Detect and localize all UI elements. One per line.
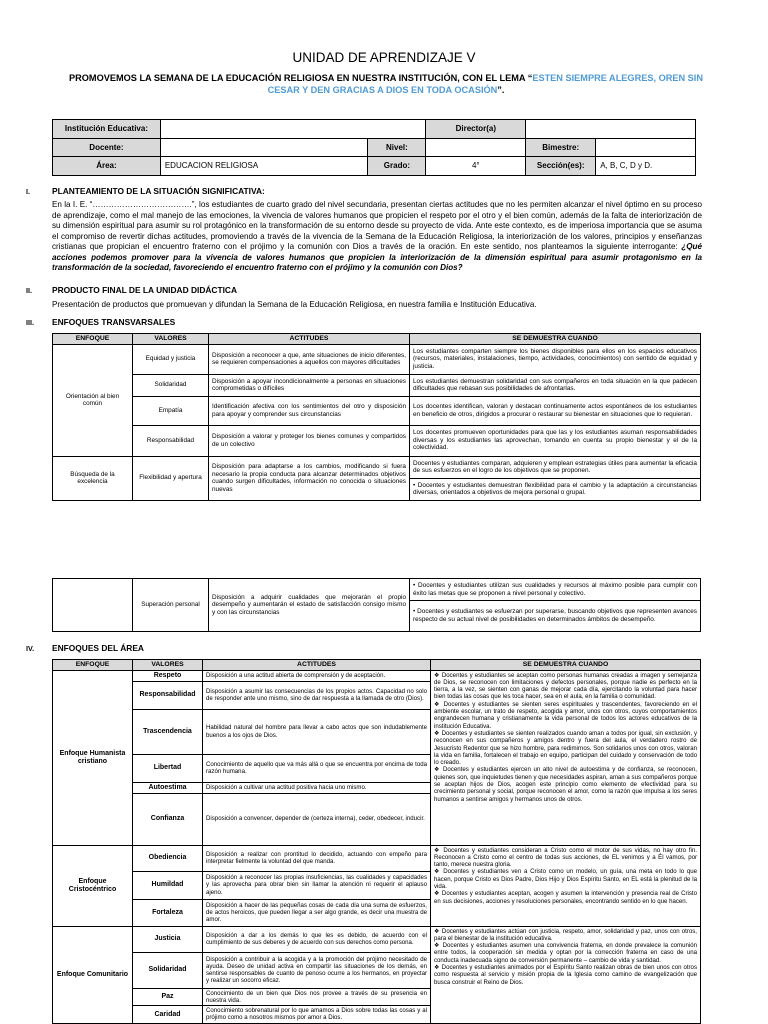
header-demuestra: SE DEMUESTRA CUANDO: [410, 334, 701, 345]
enfoques-transversales-table: [52, 333, 701, 501]
subtitle-main: PROMOVEMOS LA SEMANA DE LA EDUCACIÓN RELIGIOSA EN NUESTRA INSTITUCIÓN, CON EL LEMA “: [69, 73, 533, 83]
section-4-number: IV.: [26, 644, 35, 653]
enfoque-empty-cell: [53, 579, 133, 632]
section-4-heading: [26, 643, 144, 653]
situacion-paragraph: [52, 200, 702, 274]
demuestra-cell: Los docentes identifican, valoran y destacan continuamente actos espontáneos de los estudiantes en beneficio de otros, dirigidos a procurar o restaurar su bienestar en situaciones que lo requieran.: [410, 396, 701, 425]
section-4-title: ENFOQUES DEL ÁREA: [52, 643, 144, 653]
actitud-cell: Disposición a apoyar incondicionalmente a personas en situaciones comprometidas o difíciles: [209, 374, 410, 396]
seccion-value: A, B, C, D y D.: [596, 157, 696, 176]
nivel-label: Nivel:: [368, 138, 426, 157]
seccion-label: Sección(es):: [526, 157, 596, 176]
demuestra-cell: Docentes y estudiantes comparan, adquieren y emplean estrategias útiles para aumentar la eficacia de sus esfuerzos en el logro de los objetivos que se proponen.: [410, 456, 701, 478]
section-1-number: I.: [26, 187, 30, 196]
actitud-cell: Identificación afectiva con los sentimientos del otro y disposición para apoyar y comprender sus circunstancias: [209, 396, 410, 425]
enfoques-transversales-continuation: [52, 578, 701, 632]
header-enfoque: ENFOQUE: [53, 334, 133, 345]
producto-paragraph: Presentación de productos que promuevan y difundan la Semana de la Educación Religiosa, en nuestra familia e Institución Educativa.: [52, 300, 537, 309]
demuestra-cell: • Docentes y estudiantes demuestran flexibilidad para el cambio y la adaptación a circunstancias diversas, orientados a objetivos de mejora personal o grupal.: [410, 478, 701, 500]
grado-value: 4°: [426, 157, 526, 176]
enfoque-humanista: Enfoque Humanista cristiano: [53, 670, 133, 845]
situacion-question: ¿Qué acciones podemos promover para la vivencia de valores humanos que propicien la interiorización de la dimensión espiritual para asumir protagonismo en la transformación de la sociedad, favoreciendo el encuentro fraterno con el prójimo y la comunión con Dios?: [52, 242, 702, 272]
valor-cell: Responsabilidad: [133, 681, 203, 709]
institucion-value: [160, 120, 426, 139]
actitud-cell: Disposición a hacer de las pequeñas cosas de cada día una suma de esfuerzos, de actos heroicos, que pueden llegar a ser algo grande, es decir una muestra de amor.: [203, 899, 431, 926]
actitud-cell: Conocimiento de aquello que va más allá o que se encuentra por encima de toda razón humana.: [203, 754, 431, 782]
section-1-title: PLANTEAMIENTO DE LA SITUACIÓN SIGNIFICATIVA:: [52, 186, 265, 196]
actitud-cell: Disposición a cultivar una actitud positiva hacia uno mismo.: [203, 782, 431, 793]
valor-cell: Libertad: [133, 754, 203, 782]
subtitle-lema: ESTEN SIEMPRE ALEGRES, OREN SIN CESAR Y DEN GRACIAS A DIOS EN TODA OCASIÓN: [267, 73, 703, 95]
actitud-cell: Disposición a reconocer a que, ante situaciones de inicio diferentes, se requieren compensaciones a aquellos con mayores dificultades: [209, 344, 410, 374]
section-2-title: PRODUCTO FINAL DE LA UNIDAD DIDÁCTICA: [52, 285, 238, 295]
docente-value: [160, 138, 368, 157]
valor-cell: Empatía: [133, 396, 209, 425]
actitud-cell: Disposición a adquirir cualidades que mejorarán el propio desempeño y aumentarán el estado de satisfacción consigo mismo y con las circunstancias: [209, 579, 410, 632]
valor-cell: Respeto: [133, 670, 203, 681]
nivel-value: [426, 138, 526, 157]
enfoque-comunitario: Enfoque Comunitario: [53, 926, 133, 1023]
enfoque-excelencia: Búsqueda de la excelencia: [53, 456, 133, 500]
demuestra-cell: Los estudiantes demuestran solidaridad con sus compañeros en toda situación en la que padecen dificultades que rebasan sus posibilidades de afrontarlas.: [410, 374, 701, 396]
enfoques-area-table: [52, 659, 701, 1024]
demuestra-cell: Los estudiantes comparten siempre los bienes disponibles para ellos en los espacios educativos (recursos, materiales, instalaciones, tiempo, actividades, conocimientos) con sentido de equidad y justicia.: [410, 344, 701, 374]
section-2-number: II.: [26, 286, 32, 295]
demuestra-comunitario: ❖ Docentes y estudiantes actúan con justicia, respeto, amor, solidaridad y paz, unos con otros, para el bienestar de la institución educativa. ❖ Docentes y estudiantes asumen una convivencia fraterna, en donde prevalece la comunión entre todos, la cooperación sin medida y optan por la corrección fraterna en caso de una conducta inadecuada signo de conversión permanente – cambio de vida y santidad. ❖ Docentes y estudiantes animados por el Espíritu Santo realizan obras de bien unos con otros como respuesta al servicio y misión propia de la Iglesia como camino de evangelización que busca construir el Reino de Dios.: [431, 926, 701, 1023]
demuestra-cell: • Docentes y estudiantes utilizan sus cualidades y recursos al máximo posible para cumplir con éxito las metas que se proponen a nivel personal y colectivo.: [410, 579, 701, 601]
valor-cell: Caridad: [133, 1006, 203, 1024]
valor-cell: Trascendencia: [133, 709, 203, 754]
valor-cell: Humildad: [133, 871, 203, 899]
actitud-cell: Disposición para adaptarse a los cambios, modificando si fuera necesario la propia conducta para alcanzar determinados objetivos cuando surgen dificultades, información no conocida o situaciones nuevas: [209, 456, 410, 500]
actitud-cell: Conocimiento de un bien que Dios nos provee a través de su presencia en nuestra vida.: [203, 988, 431, 1006]
actitud-cell: Disposición a dar a los demás lo que les es debido, de acuerdo con el cumplimiento de sus deberes y de acuerdo con sus derechos como persona.: [203, 926, 431, 952]
valor-cell: Solidaridad: [133, 374, 209, 396]
header-actitudes: ACTITUDES: [203, 660, 431, 671]
section-3-heading: [26, 317, 175, 327]
situacion-text: En la I. E. “……………………………….”, los estudiantes de cuarto grado del nivel secundaria, presentan ciertas actitudes que no les permiten alcanzar el nivel óptimo en su proceso de aprendizaje, como el mal manejo de las emociones, la vivencia de valores humanos que propicien el respeto por el otro y el bien común, además de la falta de interiorización de su dimensión espiritual para asumir su rol protagónico en la transformación de su entorno desde su proyecto de vida. Ante este contexto, es de imperiosa importancia que se asuma el compromiso de revertir dichas actitudes, promoviendo a través de la vivencia de la Semana de la Educación Religiosa, la interiorización de los valores, principios y enseñanzas cristianas que propician el encuentro fraterno con el prójimo y la comunión con Dios a través de la oración. En este sentido, nos planteamos la siguiente interrogante:: [52, 200, 702, 251]
actitud-cell: Conocimiento sobrenatural por lo que amamos a Dios sobre todas las cosas y al prójimo como a nosotros mismos por amor a Dios.: [203, 1006, 431, 1024]
valor-cell: Confianza: [133, 793, 203, 845]
enfoque-bien-comun: Orientación al bien común: [53, 344, 133, 456]
valor-cell: Equidad y justicia: [133, 344, 209, 374]
info-table: [52, 119, 696, 176]
actitud-cell: Habilidad natural del hombre para llevar a cabo actos que son indudablemente buenos a los ojos de Dios.: [203, 709, 431, 754]
actitud-cell: Disposición a contribuir a la acogida y a la promoción del prójimo necesitado de ayuda. Deseo de unidad activa en compartir las situaciones de los demás, en sentirse responsables de cuanto de penoso ocurre a los hermanos, en proyectar y realizar un socorro eficaz.: [203, 952, 431, 988]
grado-label: Grado:: [368, 157, 426, 176]
valor-cell: Obediencia: [133, 845, 203, 871]
demuestra-cristocentrico: ❖ Docentes y estudiantes consideran a Cristo como el motor de sus vidas, no hay otro fin. Reconocen a Cristo como el centro de todas sus acciones, de EL venimos y a Él vamos, por tanto, merece nuestra gloria. ❖ Docentes y estudiantes ven a Cristo como un modelo, un guía, una meta en todo lo que hacen, porque Cristo es Dios Padre, Dios Hijo y Dios Espíritu Santo, en EL está la plenitud de la vida. ❖ Docentes y estudiantes aceptan, acogen y asumen la intervención y presencia real de Cristo en sus decisiones, acciones y resoluciones personales, encontrando sentido en lo que hacen.: [431, 845, 701, 926]
header-enfoque: ENFOQUE: [53, 660, 133, 671]
valor-cell: Flexibilidad y apertura: [133, 456, 209, 500]
bimestre-value: [596, 138, 696, 157]
enfoque-cristocentrico: Enfoque Cristocéntrico: [53, 845, 133, 926]
actitud-cell: Disposición a valorar y proteger los bienes comunes y compartidos de un colectivo: [209, 425, 410, 456]
section-2-heading: [26, 285, 237, 295]
demuestra-cell: • Docentes y estudiantes se esfuerzan por superarse, buscando objetivos que representen avances respecto de su actual nivel de posibilidades en determinados ámbitos de desempeño.: [410, 601, 701, 632]
valor-cell: Superación personal: [133, 579, 209, 632]
section-3-number: III.: [26, 318, 34, 327]
actitud-cell: Disposición a reconocer las propias insuficiencias, las cualidades y capacidades y las aprovecha para obrar bien sin llamar la atención ni requerir el aplauso ajeno.: [203, 871, 431, 899]
actitud-cell: Disposición a convencer, depender de (certeza interna), ceder, obedecer, inducir.: [203, 793, 431, 845]
header-demuestra: SE DEMUESTRA CUANDO: [431, 660, 701, 671]
page-title: UNIDAD DE APRENDIZAJE V: [292, 50, 476, 65]
actitud-cell: Disposición a una actitud abierta de comprensión y de aceptación.: [203, 670, 431, 681]
header-valores: VALORES: [133, 334, 209, 345]
valor-cell: Solidaridad: [133, 952, 203, 988]
section-1-heading: [26, 186, 265, 196]
bimestre-label: Bimestre:: [526, 138, 596, 157]
director-label: Director(a): [426, 120, 526, 139]
area-label: Área:: [53, 157, 161, 176]
demuestra-humanista: ❖ Docentes y estudiantes se aceptan como personas humanas creadas a imagen y semejanza de Dios, se reconocen con limitaciones y defectos personales, porque nadie es perfecto en la tierra, a la vez, se sienten con ganas de mejorar cada día, ejercitando la voluntad para hacer bien todas las cosas que les toca hacer, sea en el aula, en la familia o comunidad. ❖ Docentes y estudiantes se sienten seres espirituales y trascendentes, favoreciendo en el ambiente escolar, un trato de respeto, acogida y amor, unos con otros, cuyos comportamientos engrandecen humana y cristianamente la vida personal de todos los actores educativos de la institución Educativa. ❖ Docentes y estudiantes se sienten realizados cuando aman a todos por igual, sin exclusión, y reconocen en sus compañeros y amigos dentro y fuera del aula, el verdadero rostro de Jesucristo Redentor que se hizo hombre, para redimirnos. Son solidarios unos con otros, valoran la vida en familia, fortalecen el trabajo en equipo, participan del cuidado y conservación de todo lo creado. ❖ Docentes y estudiantes ejercen un alto nivel de autoestima y de confianza, se reconocen, quienes son, que inquietudes tienen y que necesidades aspiran, aman a sus compañeros porque se aceptan hijos de Dios, acogen este principio como elemento de efectividad para su crecimiento personal y social, porque reconocen el amor, como la razón que impulsa a los seres humanos a sentirse amigos y hermanos unos de otros.: [431, 670, 701, 845]
docente-label: Docente:: [53, 138, 161, 157]
page-subtitle: [66, 72, 706, 96]
header-actitudes: ACTITUDES: [209, 334, 410, 345]
demuestra-cell: Los docentes promueven oportunidades para que las y los estudiantes asuman responsabilidades diversas y los estudiantes las aprovechan, tomando en cuenta su propio bienestar y el de la colectividad.: [410, 425, 701, 456]
header-valores: VALORES: [133, 660, 203, 671]
valor-cell: Autoestima: [133, 782, 203, 793]
institucion-label: Institución Educativa:: [53, 120, 161, 139]
valor-cell: Fortaleza: [133, 899, 203, 926]
area-value: EDUCACION RELIGIOSA: [160, 157, 368, 176]
section-3-title: ENFOQUES TRANSVARSALES: [52, 317, 176, 327]
valor-cell: Justicia: [133, 926, 203, 952]
actitud-cell: Disposición a asumir las consecuencias de los propios actos. Capacidad no solo de responder ante uno mismo, sino de dar respuesta a la llamada de otro (Dios).: [203, 681, 431, 709]
valor-cell: Paz: [133, 988, 203, 1006]
actitud-cell: Disposición a realizar con prontitud lo decidido, actuando con empeño para interpretar fielmente la voluntad del que manda.: [203, 845, 431, 871]
subtitle-end: ”.: [497, 85, 505, 95]
director-value: [526, 120, 696, 139]
valor-cell: Responsabilidad: [133, 425, 209, 456]
